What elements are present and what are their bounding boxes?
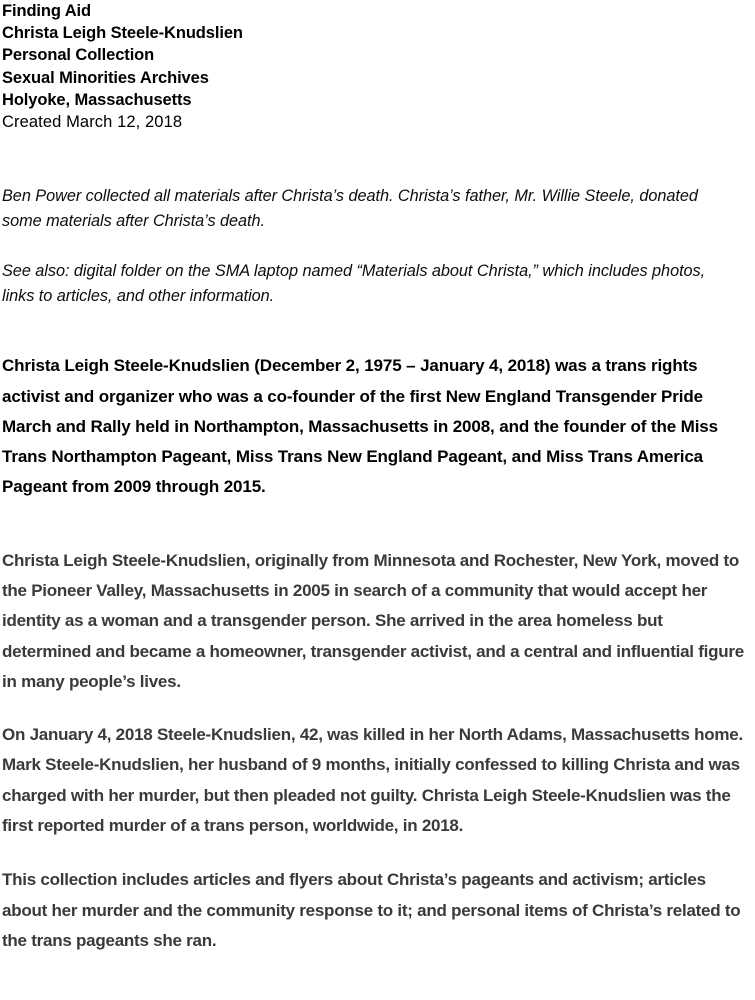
biography-lead-paragraph: Christa Leigh Steele-Knudslien (December 2, 1975 – January 4, 2018) was a trans rights activist and organizer who was a co-founder of the first New England Transgender Pride March and Rally held in Northampton, Massachusetts in 2008, and the founder of the Miss Trans Northampton Pageant, Miss Trans New England Pageant, and Miss Trans America Pageant from 2009 through 2015. <box>2 356 718 497</box>
biography-paragraph-death: On January 4, 2018 Steele-Knudslien, 42, was killed in her North Adams, Massachusetts home. Mark Steele-Knudslien, her husband of 9 months, initially confessed to killing Christa and was charged with her murder, but then pleaded not guilty. Christa Leigh Steele-Knudslien was the first reported murder of a trans person, worldwide, in 2018. <box>2 725 743 836</box>
biography-paragraph-background: Christa Leigh Steele-Knudslien, originally from Minnesota and Rochester, New York, moved to the Pioneer Valley, Massachusetts in 2005 in search of a community that would accept her identity as a woman and a transgender person. She arrived in the area homeless but determined and became a homeowner, transgender activist, and a central and influential figure in many people’s lives. <box>2 550 744 691</box>
biography-paragraph-collection-scope: This collection includes articles and flyers about Christa’s pageants and activism; articles about her murder and the community response to it; and personal items of Christa’s related to the trans pageants she ran. <box>2 870 741 950</box>
header-collection-person: Christa Leigh Steele-Knudslien <box>2 24 243 43</box>
header-location: Holyoke, Massachusetts <box>2 90 192 109</box>
note-see-also: See also: digital folder on the SMA laptop named “Materials about Christa,” which includes photos, links to articles, and other information. <box>2 262 706 306</box>
document-header <box>2 0 747 133</box>
note-provenance: Ben Power collected all materials after Christa’s death. Christa’s father, Mr. Willie Steele, donated some materials after Christa’s death. <box>2 187 698 231</box>
header-repository: Sexual Minorities Archives <box>2 68 209 87</box>
header-collection-type: Personal Collection <box>2 46 155 65</box>
header-created-date: Created March 12, 2018 <box>2 113 183 132</box>
header-title-finding-aid: Finding Aid <box>2 2 92 20</box>
